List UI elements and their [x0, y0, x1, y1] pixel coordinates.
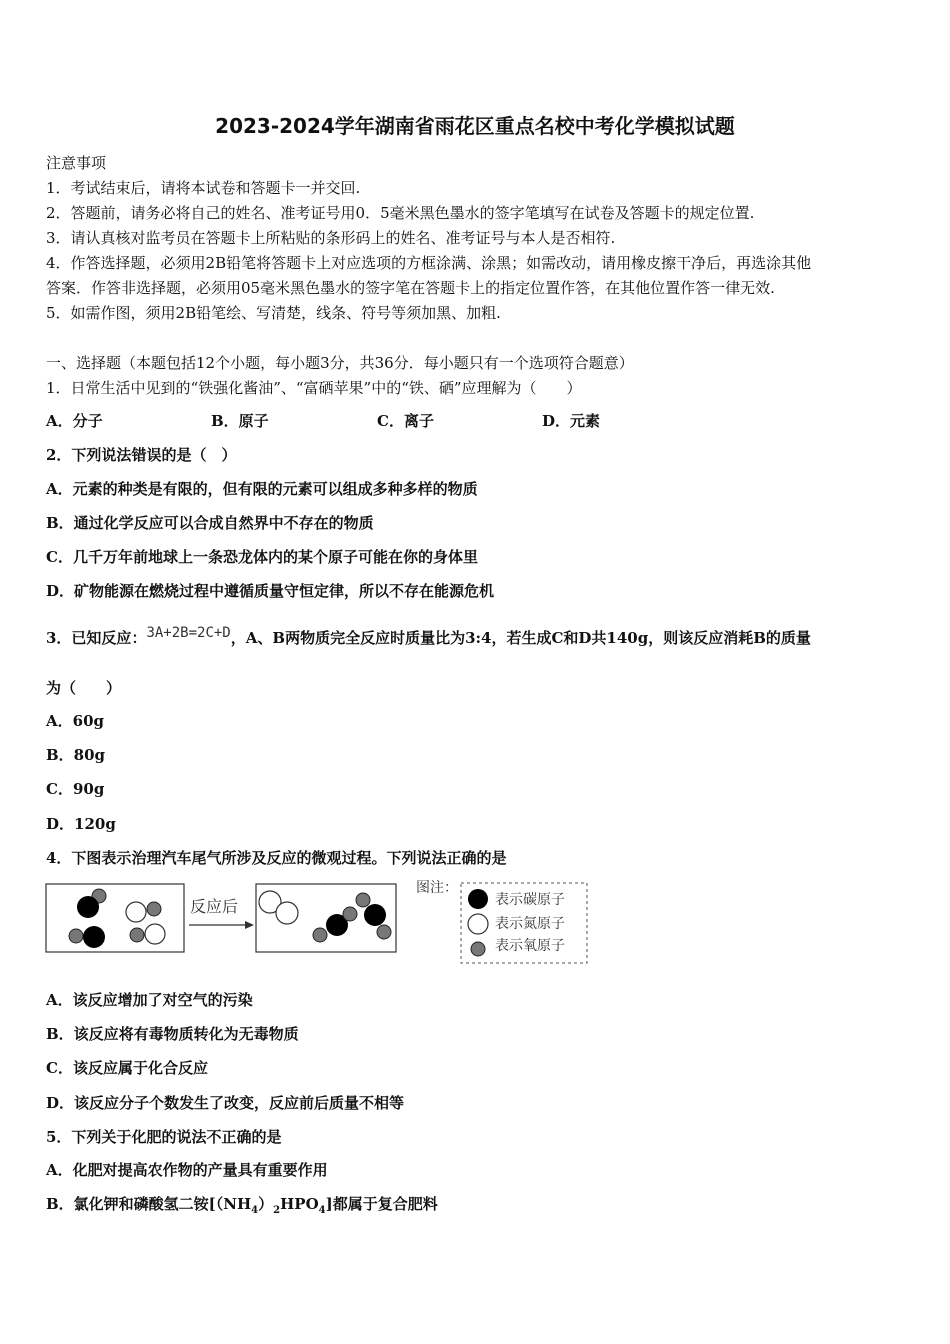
before-o-4: [130, 928, 144, 942]
q2-option-b: B．通过化学反应可以合成自然界中不存在的物质: [46, 514, 374, 532]
q3-option-c: C．90g: [46, 780, 105, 798]
notice-heading: 注意事项: [46, 154, 107, 172]
legend-oxygen-icon: [471, 942, 485, 956]
q5-option-b-post2: ]都属于复合肥料: [325, 1195, 438, 1213]
after-o-2: [343, 907, 357, 921]
q2-option-c: C．几千万年前地球上一条恐龙体内的某个原子可能在你的身体里: [46, 548, 478, 566]
after-o-4: [377, 925, 391, 939]
q4-option-d: D．该反应分子个数发生了改变，反应前后质量不相等: [46, 1094, 405, 1112]
q5-option-b: [46, 1193, 438, 1216]
before-o-3: [147, 902, 161, 916]
q5-stem: 5．下列关于化肥的说法不正确的是: [46, 1128, 282, 1146]
notice-item-2: 2．答题前，请务必将自己的姓名、准考证号用0．5毫米黑色墨水的签字笔填写在试卷及答题卡的规定位置.: [46, 204, 755, 222]
q4-option-a: A．该反应增加了对空气的污染: [46, 991, 253, 1009]
q5-option-a: A．化肥对提高农作物的产量具有重要作用: [46, 1161, 328, 1179]
q1-option-b: B．原子: [211, 412, 269, 430]
notice-item-3: 3．请认真核对监考员在答题卡上所粘贴的条形码上的姓名、准考证号与本人是否相符.: [46, 229, 616, 247]
before-o-2: [69, 929, 83, 943]
after-n-2: [276, 902, 298, 924]
q1-option-d: D．元素: [542, 412, 601, 430]
legend-nitrogen-label: 表示氮原子: [495, 916, 565, 932]
page-title: 2023-2024学年湖南省雨花区重点名校中考化学模拟试题: [215, 114, 735, 138]
q4-option-b: B．该反应将有毒物质转化为无毒物质: [46, 1025, 299, 1043]
q5-option-b-sub1: 4: [251, 1205, 259, 1216]
legend-carbon-icon: [468, 889, 488, 909]
q3-option-a: A．60g: [46, 712, 105, 730]
notice-item-4: 4．作答选择题，必须用2B铅笔将答题卡上对应选项的方框涂满、涂黑；如需改动，请用橡皮擦干净后，再选涂其他: [46, 254, 812, 272]
reaction-diagram: [44, 878, 594, 970]
after-c-2: [364, 904, 386, 926]
q5-option-b-pre: B．氯化钾和磷酸氢二铵[（NH: [46, 1195, 252, 1213]
legend-title: 图注：: [416, 880, 458, 896]
before-n-2: [145, 924, 165, 944]
before-box: [46, 884, 184, 952]
q4-stem: 4．下图表示治理汽车尾气所涉及反应的微观过程。下列说法正确的是: [46, 849, 507, 867]
q5-option-b-sub3: 4: [318, 1205, 326, 1216]
q1-option-a: A．分子: [46, 412, 103, 430]
q3-suffix: ，A、B两物质完全反应时质量比为3:4，若生成C和D共140g，则该反应消耗B的质量: [230, 629, 811, 647]
notice-item-4-cont: 答案．作答非选择题，必须用05毫米黑色墨水的签字笔在答题卡上的指定位置作答，在其他位置作答一律无效.: [46, 279, 775, 297]
q1-option-c: C．离子: [377, 412, 434, 430]
reaction-diagram-svg: [44, 878, 594, 970]
notice-item-1: 1．考试结束后，请将本试卷和答题卡一并交回.: [46, 179, 361, 197]
section-heading: 一、选择题（本题包括12个小题，每小题3分，共36分．每小题只有一个选项符合题意）: [46, 354, 634, 372]
after-o-3: [356, 893, 370, 907]
before-c-2: [83, 926, 105, 948]
q2-option-a: A．元素的种类是有限的，但有限的元素可以组成多种多样的物质: [46, 480, 478, 498]
q3-option-b: B．80g: [46, 746, 106, 764]
q3-stem: [46, 627, 811, 648]
q3-stem-cont: 为（ ）: [46, 679, 122, 697]
q3-formula: 3A+2B=2C+D: [146, 625, 231, 641]
notice-item-5: 5．如需作图，须用2B铅笔绘、写清楚，线条、符号等须加黑、加粗.: [46, 304, 501, 322]
legend-nitrogen-icon: [468, 914, 488, 934]
q4-option-c: C．该反应属于化合反应: [46, 1059, 208, 1077]
q5-option-b-post1: HPO: [280, 1195, 319, 1213]
q5-option-b-mid: ）: [258, 1195, 274, 1213]
legend-carbon-label: 表示碳原子: [495, 892, 565, 908]
after-o-1: [313, 928, 327, 942]
q5-option-b-sub2: 2: [273, 1205, 281, 1216]
legend-oxygen-label: 表示氧原子: [495, 938, 565, 954]
q1-stem: 1．日常生活中见到的“铁强化酱油”、“富硒苹果”中的“铁、硒”应理解为（ ）: [46, 379, 582, 397]
before-n-1: [126, 902, 146, 922]
arrow-head: [245, 921, 254, 929]
q2-stem: 2．下列说法错误的是（ ）: [46, 446, 237, 464]
q3-option-d: D．120g: [46, 815, 116, 833]
before-c-1: [77, 896, 99, 918]
q3-prefix: 3．已知反应：: [46, 629, 147, 647]
q1-options: [46, 410, 846, 430]
q2-option-d: D．矿物能源在燃烧过程中遵循质量守恒定律，所以不存在能源危机: [46, 582, 495, 600]
arrow-label: 反应后: [190, 897, 239, 916]
